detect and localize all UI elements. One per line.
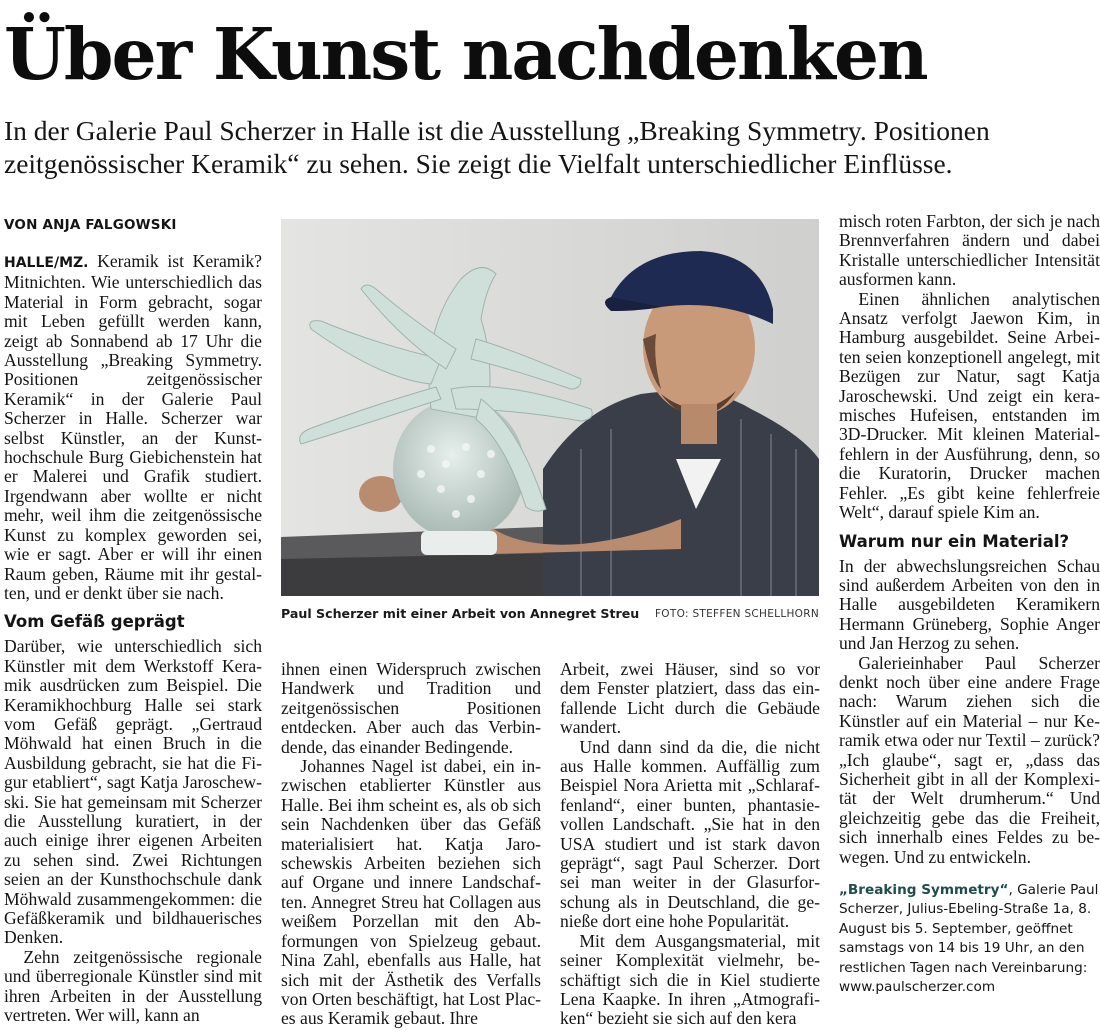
photo-caption — [281, 606, 819, 626]
paragraph — [4, 252, 262, 603]
exhibition-info — [839, 881, 1100, 997]
paragraph: Arbeit, zwei Häuser, sind so vor dem Fenster platziert, dass das einfallende Licht durch die Gebäude wandert. — [560, 660, 820, 738]
subheadline: In der Galerie Paul Scherzer in Halle ist die Ausstellung „Breaking Symmetry. Positionen zeitgenössischer Keramik“ zu sehen. Sie zeigt die Vielfalt unterschiedlicher Einflüsse. — [4, 115, 990, 179]
paragraph: Einen ähnlichen analytischen Ansatz verfolgt Jaewon Kim, in Hamburg ausgebildet. Seine Arbeiten seien konzeptionell angelegt, mit Bezügen zur Natur, sagt Katja Jaroschewski. Und zeigt ein keramisches Hufeisen, entstanden im 3D-Drucker. Mit kleinen Materialfehlern in der Ausführung, denn, so die Kuratorin, Drucker machen Fehler. „Es gibt keine fehlerfreie Welt“, darauf spiele Kim an. — [839, 288, 1100, 523]
article-column-1 — [4, 212, 262, 1034]
paragraph: Darüber, wie unterschiedlich sich Künstler mit dem Werkstoff Keramik ausdrücken zum Beispiel. Die Keramikhochburg Halle sei stark vom Gefäß geprägt. „Gertraud Möhwald hat einen Bruch in die Ausbildung gebracht, sie hat die Figur etabliert“, sagt Katja Jaroschewski. Sie hat gemeinsam mit Scherzer die Ausstellung kuratiert, in der auch einige ihrer eigenen Arbeiten zu sehen sind. Zwei Richtungen seien an der Kunsthochschule dank Möhwald zusammengekommen: die Gefäßkeramik und bildhauerisches Denken. — [4, 636, 262, 948]
paragraph: Zehn zeitgenössische regionale und überregionale Künstler sind mit ihren Arbeiten in der Ausstellung vertreten. Wer will, kann an — [4, 946, 262, 1026]
paragraph: In der abwechslungsreichen Schau sind außerdem Arbeiten von den in Halle ausgebildeten Keramikern Hermann Grüneberg, Sophie Anger und Jan Herzog zu sehen. — [839, 555, 1100, 654]
article-photo — [281, 219, 819, 596]
section-heading: Warum nur ein Material? — [839, 531, 1070, 551]
paragraph: ihnen einen Widerspruch zwischen Handwerk und Tradition und zeitgenössischen Positionen entdecken. Aber auch das Verbindende, das einander Bedingende. — [281, 660, 541, 757]
exhibition-details: , Galerie Paul Scherzer, Julius-Ebeling-Straße 1a, 8. August bis 5. September, geöffnet samstags von 14 bis 19 Uhr, an den restlichen Tagen nach Vereinbarung: www.paulscherzer.com — [839, 882, 1099, 996]
article-column-3 — [560, 660, 820, 1034]
paragraph: Galerieinhaber Paul Scherzer denkt noch über eine andere Frage nach: Warum ziehen sich die Künstler auf ein Material – nur Keramik etwa oder nur Textil – zurück? „Ich glaube“, sagt er, „dass das Sicherheit gibt in all der Komplexität der Welt drumherum.“ Und gleichzeitig gebe das die Freiheit, sich innerhalb eines Feldes zu bewegen. Und zu entwickeln. — [839, 652, 1100, 867]
dateline: HALLE/MZ. — [4, 255, 89, 271]
paragraph: Johannes Nagel ist dabei, ein inzwischen etablierter Künstler aus Halle. Bei ihm scheint es, als ob sich sein Nachdenken über das Gefäß materialisiert hat. Katja Jaroschewskis Arbeiten beziehen sich auf Organe und innere Landschaften. Annegret Streu hat Collagen aus weißem Porzellan mit den Abformungen von Spielzeug gebaut. Nina Zahl, ebenfalls aus Halle, hat sich mit der Ästhetik des Verfalls von Orten beschäftigt, hat Lost Places aus Keramik gebaut. Ihre — [281, 756, 541, 1029]
paragraph: Und dann sind da die, die nicht aus Halle kommen. Auffällig zum Beispiel Nora Arietta mit „Schlaraffenland“, einer bunten, phantasievollen Landschaft. „Sie hat in den USA studiert und ist stark davon geprägt“, sagt Paul Scherzer. Dort sei man weiter in der Glasurforschung als in Deutschland, die genieße dort eine hohe Popularität. — [560, 736, 820, 932]
paragraph: misch roten Farbton, der sich je nach Brennverfahren ändern und dabei Kristalle unterschiedlicher Intensität ausformen kann. — [839, 212, 1100, 290]
exhibition-title: „Breaking Symmetry“ — [839, 882, 1009, 898]
caption-text: Paul Scherzer mit einer Arbeit von Annegret Streu — [281, 606, 640, 621]
section-heading: Vom Gefäß geprägt — [4, 612, 185, 632]
article-column-2 — [281, 660, 541, 1034]
headline: Über Kunst nachdenken — [4, 12, 927, 96]
paragraph-text: Keramik ist Keramik? Mitnichten. Wie unterschiedlich das Material in Form gebracht, sogar mit Leben gefüllt werden kann, zeigt ab Sonnabend ab 17 Uhr die Ausstellung „Breaking Symmetry. Positionen zeitgenössischer Keramik“ in der Galerie Paul Scherzer in Halle. Scherzer war selbst Künstler, an der Kunsthochschule Burg Giebichenstein hat er Malerei und Grafik studiert. Irgendwann aber wollte er nicht mehr, weil ihm die zeitgenössische Kunst zu komplex geworden sei, wie er sagt. Aber er will ihr einen Raum geben, Räume mit ihr gestalten, und er denkt über sie nach. — [4, 251, 262, 603]
photo-credit: FOTO: STEFFEN SCHELLHORN — [654, 608, 819, 620]
article-column-4 — [839, 212, 1100, 1034]
byline: VON ANJA FALGOWSKI — [4, 217, 177, 233]
paragraph: Mit dem Ausgangsmaterial, mit seiner Komplexität vielmehr, beschäftigt sich die in Kiel studierte Lena Kaapke. In ihren „Atmografiken“ bezieht sie sich auf den kera — [560, 930, 820, 1029]
